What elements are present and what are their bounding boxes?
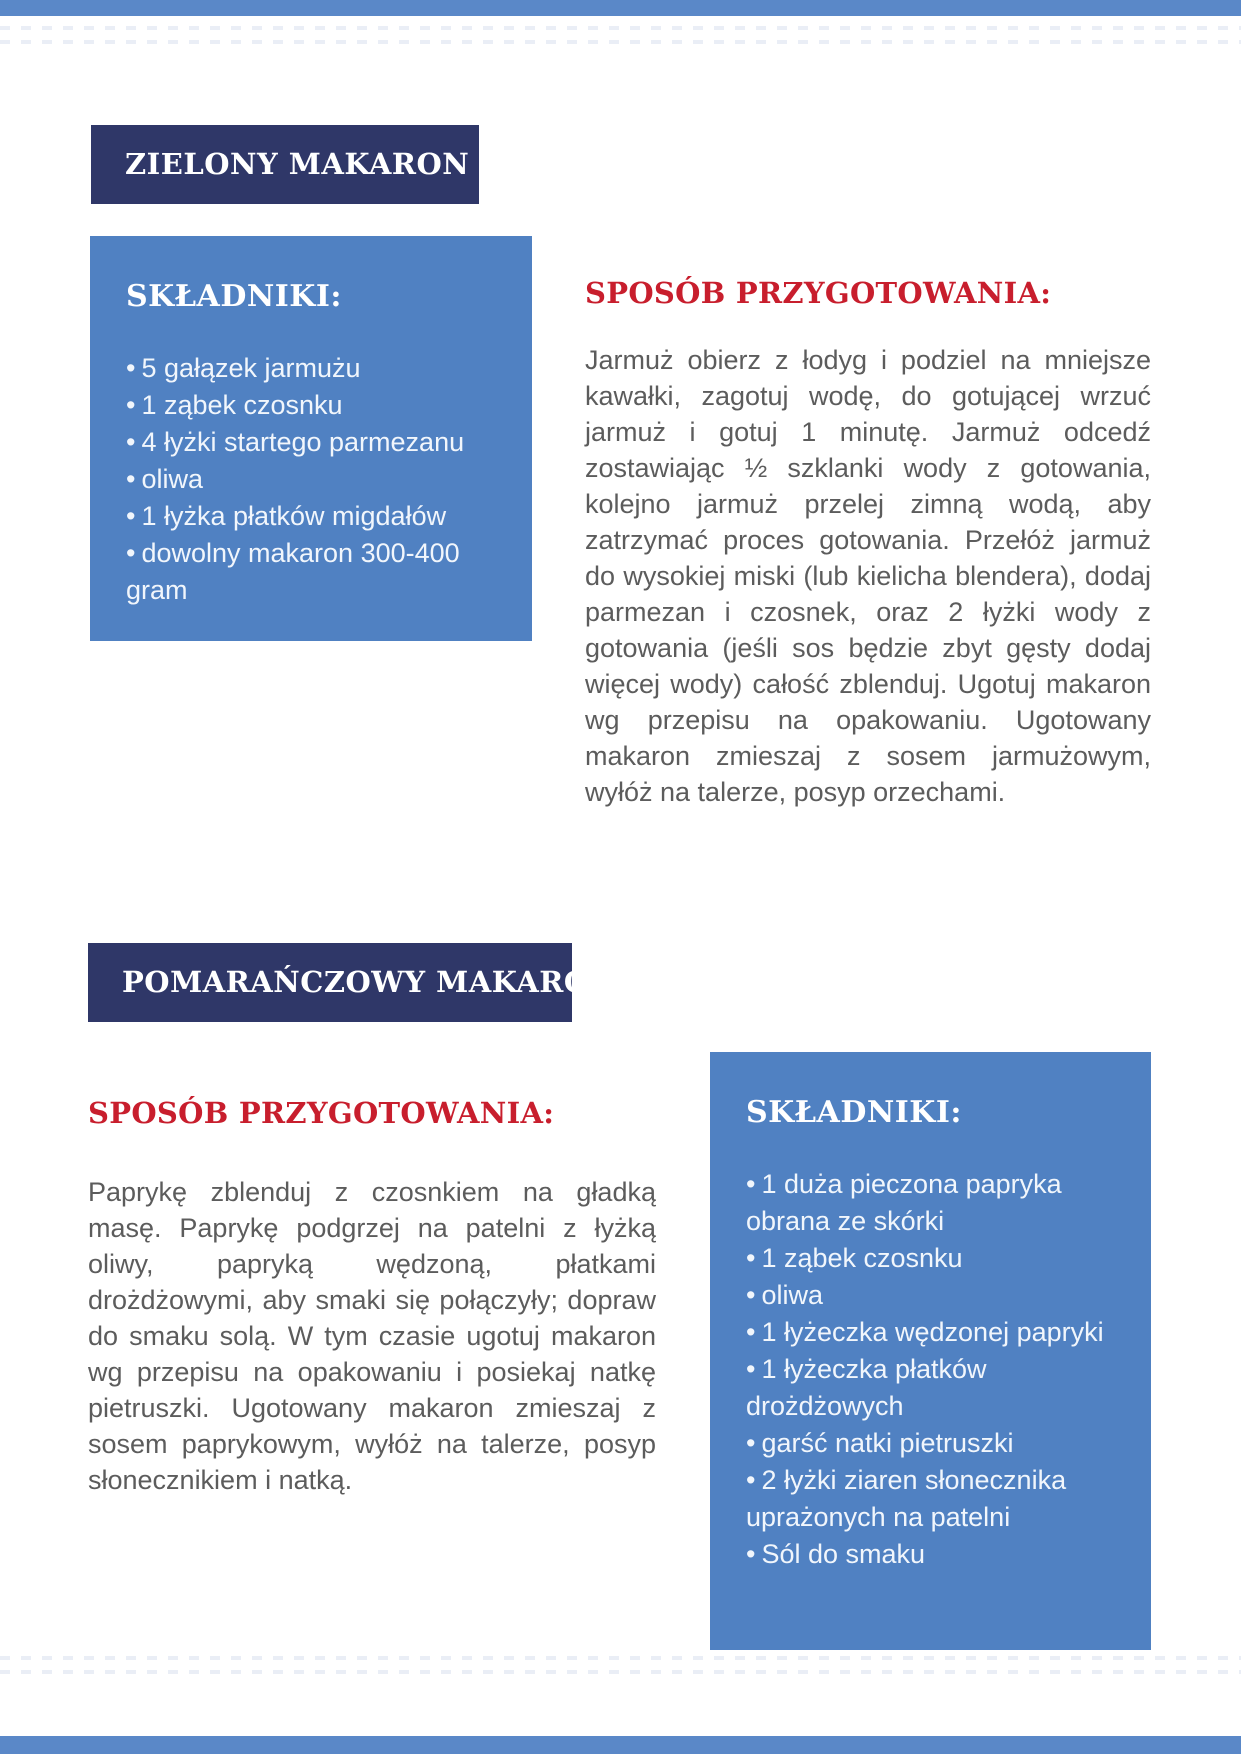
background-dots-row: [0, 40, 1241, 44]
ingredient-item: • 1 ząbek czosnku: [126, 390, 343, 420]
ingredient-item: • 5 gałązek jarmużu: [126, 353, 361, 383]
method-title: SPOSÓB PRZYGOTOWANIA:: [585, 276, 1052, 310]
background-dots-row: [0, 26, 1241, 30]
bullet-marker: •: [746, 1317, 756, 1347]
ingredient-item: • 1 ząbek czosnku: [746, 1243, 963, 1273]
recipe-title: ZIELONY MAKARON: [125, 147, 470, 181]
ingredients-list: [746, 1166, 1121, 1573]
recipe-title: POMARAŃCZOWY MAKARON: [122, 965, 617, 999]
bullet-marker: •: [746, 1354, 756, 1384]
bullet-marker: •: [746, 1280, 756, 1310]
ingredient-item: • oliwa: [746, 1280, 823, 1310]
method-title: SPOSÓB PRZYGOTOWANIA:: [88, 1096, 555, 1130]
ingredients-title: SKŁADNIKI:: [746, 1095, 962, 1130]
recipe-title-banner: [88, 943, 617, 1022]
ingredient-item: • dowolny makaron 300-400 gram: [126, 538, 460, 605]
ingredient-item: • Sól do smaku: [746, 1539, 926, 1569]
bullet-marker: •: [126, 538, 136, 568]
bullet-marker: •: [126, 390, 136, 420]
recipe-title-banner: [91, 125, 479, 204]
ingredient-item: • 1 łyżeczka wędzonej papryki: [746, 1317, 1104, 1347]
bullet-marker: •: [746, 1169, 756, 1199]
bullet-marker: •: [746, 1428, 756, 1458]
ingredient-item: • 4 łyżki startego parmezanu: [126, 427, 465, 457]
method-paragraph: Paprykę zblenduj z czosnkiem na gładką masę. Paprykę podgrzej na patelni z łyżką oliwy, papryką wędzoną, płatkami drożdżowymi, aby smaki się połączyły; dopraw do smaku solą. W tym czasie ugotuj makaron wg przepisu na opakowaniu i posiekaj natkę pietruszki. Ugotowany makaron zmieszaj z sosem paprykowym, wyłóż na talerze, posyp słonecznikiem i natką.: [88, 1177, 656, 1495]
bullet-marker: •: [126, 353, 136, 383]
ingredients-title: SKŁADNIKI:: [126, 279, 342, 314]
bullet-marker: •: [126, 501, 136, 531]
top-accent-bar: [0, 0, 1241, 16]
ingredient-item: • garść natki pietruszki: [746, 1428, 1014, 1458]
ingredient-item: • 1 łyżka płatków migdałów: [126, 501, 447, 531]
bullet-marker: •: [746, 1465, 756, 1495]
ingredients-panel: [90, 236, 532, 641]
bullet-marker: •: [126, 427, 136, 457]
bottom-accent-bar: [0, 1736, 1241, 1754]
ingredient-item: • 2 łyżki ziaren słonecznika uprażonych na patelni: [746, 1465, 1067, 1532]
ingredients-list: [126, 350, 502, 609]
ingredients-panel: [710, 1052, 1151, 1650]
ingredient-item: • 1 łyżeczka płatków drożdżowych: [746, 1354, 987, 1421]
bullet-marker: •: [126, 464, 136, 494]
ingredient-item: • 1 duża pieczona papryka obrana ze skórki: [746, 1169, 1062, 1236]
background-dots-row: [0, 1656, 1241, 1660]
ingredient-item: • oliwa: [126, 464, 203, 494]
bullet-marker: •: [746, 1243, 756, 1273]
bullet-marker: •: [746, 1539, 756, 1569]
background-dots-row: [0, 1670, 1241, 1674]
method-paragraph: Jarmuż obierz z łodyg i podziel na mniejsze kawałki, zagotuj wodę, do gotującej wrzuć jarmuż i gotuj 1 minutę. Jarmuż odcedź zostawiając ½ szklanki wody z gotowania, kolejno jarmuż przelej zimną wodą, aby zatrzymać proces gotowania. Przełóż jarmuż do wysokiej miski (lub kielicha blendera), dodaj parmezan i czosnek, oraz 2 łyżki wody z gotowania (jeśli sos będzie zbyt gęsty dodaj więcej wody) całość zblenduj. Ugotuj makaron wg przepisu na opakowaniu. Ugotowany makaron zmieszaj z sosem jarmużowym, wyłóż na talerze, posyp orzechami.: [585, 345, 1151, 807]
